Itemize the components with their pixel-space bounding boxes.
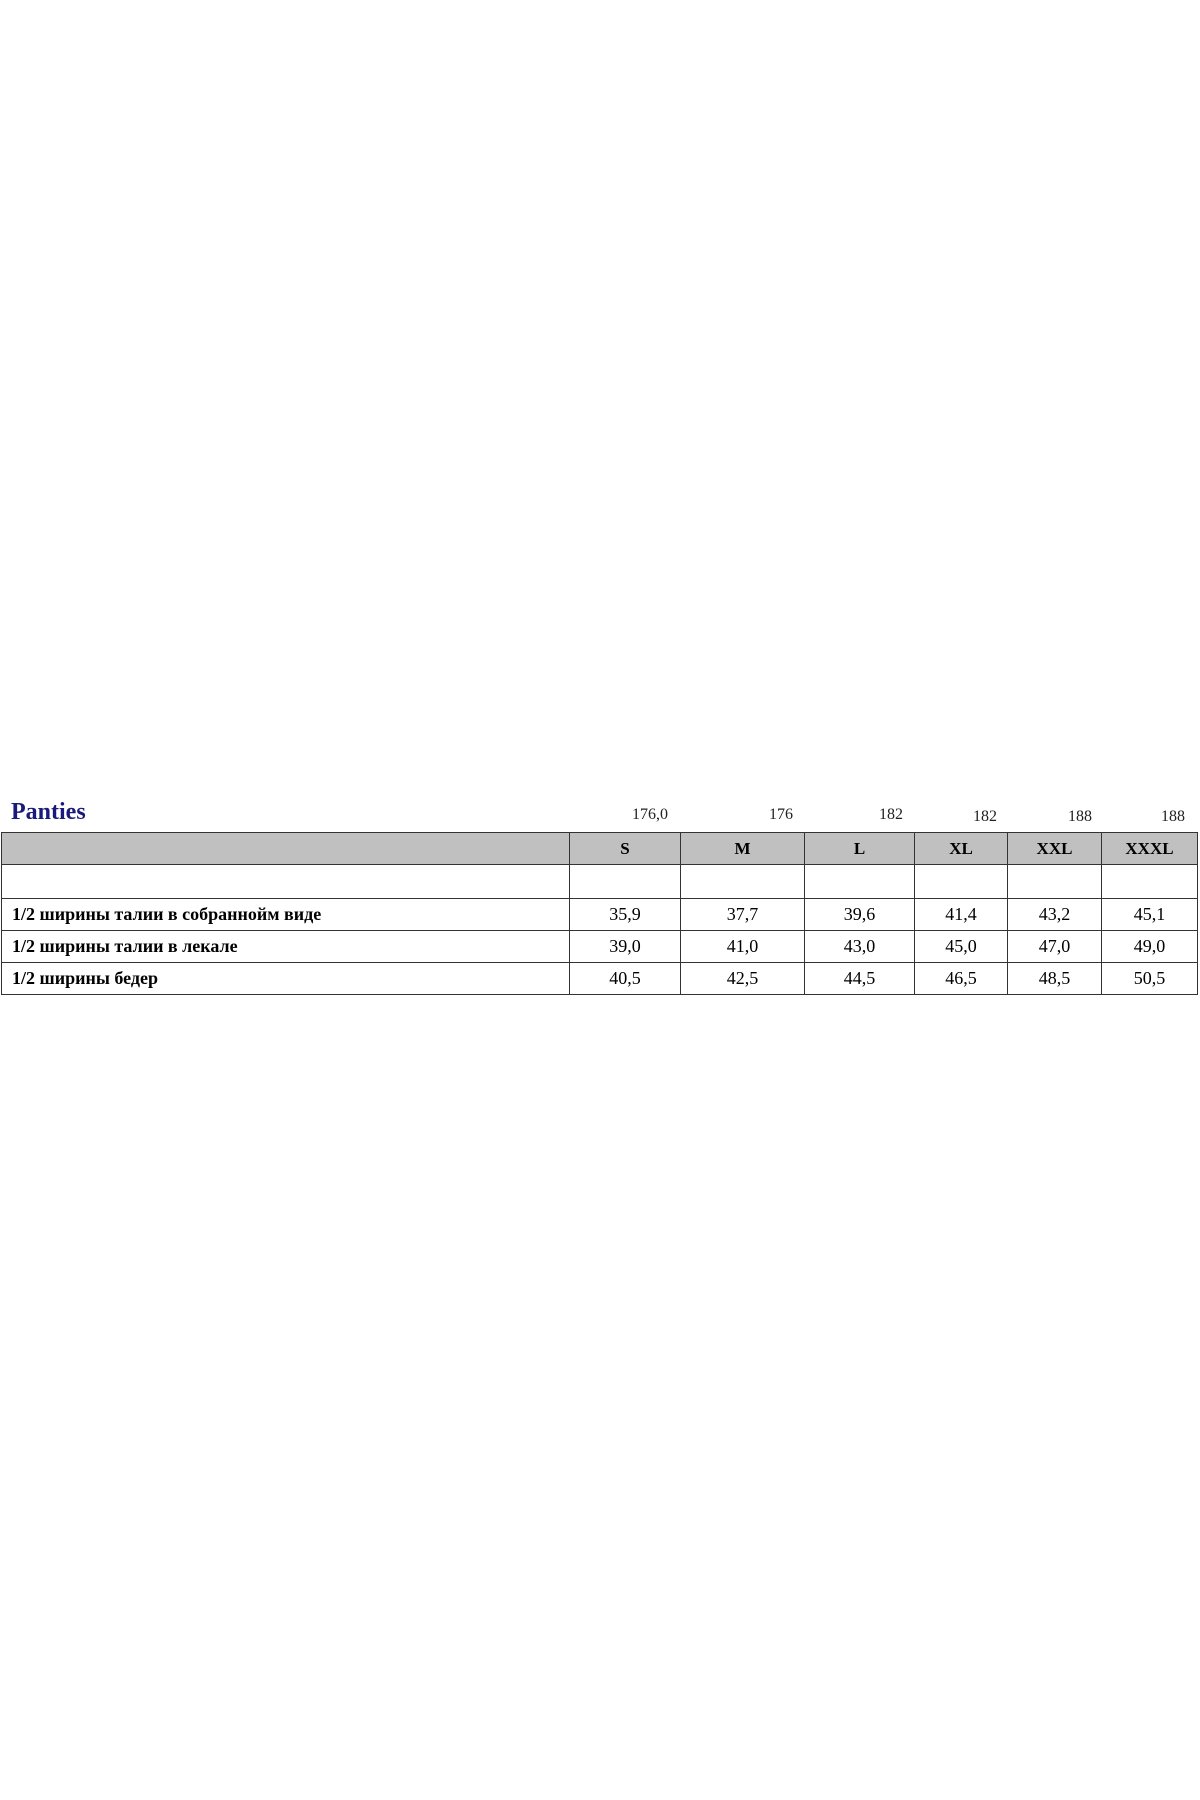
height-label: 188 <box>1068 808 1092 825</box>
table-cell: 39,0 <box>570 931 681 963</box>
table-cell: 41,0 <box>681 931 805 963</box>
height-label: 188 <box>1161 808 1185 825</box>
empty-cell <box>570 865 681 899</box>
empty-cell <box>681 865 805 899</box>
empty-cell <box>915 865 1008 899</box>
empty-cell <box>1008 865 1102 899</box>
size-table <box>1 832 1198 995</box>
table-cell: 43,2 <box>1008 899 1102 931</box>
table-row <box>2 931 1198 963</box>
height-label: 176 <box>769 806 793 823</box>
table-cell: 44,5 <box>805 963 915 995</box>
table-cell: 42,5 <box>681 963 805 995</box>
table-title: Panties <box>11 799 86 825</box>
table-row <box>2 899 1198 931</box>
table-cell: 40,5 <box>570 963 681 995</box>
column-header: S <box>570 833 681 865</box>
header-row <box>2 833 1198 865</box>
table-cell: 47,0 <box>1008 931 1102 963</box>
empty-row <box>2 865 1198 899</box>
height-label: 182 <box>879 806 903 823</box>
table-row <box>2 963 1198 995</box>
header-empty-cell <box>2 833 570 865</box>
height-row <box>0 806 1200 828</box>
column-header: XXXL <box>1102 833 1198 865</box>
row-label: 1/2 ширины бедер <box>2 963 570 995</box>
table-cell: 46,5 <box>915 963 1008 995</box>
height-label: 182 <box>973 808 997 825</box>
empty-cell <box>805 865 915 899</box>
empty-cell <box>2 865 570 899</box>
table-cell: 48,5 <box>1008 963 1102 995</box>
row-label: 1/2 ширины талии в собраннойм виде <box>2 899 570 931</box>
height-label: 176,0 <box>632 806 668 823</box>
row-label: 1/2 ширины талии в лекале <box>2 931 570 963</box>
column-header: XL <box>915 833 1008 865</box>
column-header: L <box>805 833 915 865</box>
table-cell: 43,0 <box>805 931 915 963</box>
table-cell: 41,4 <box>915 899 1008 931</box>
table-cell: 50,5 <box>1102 963 1198 995</box>
table-cell: 35,9 <box>570 899 681 931</box>
table-cell: 45,0 <box>915 931 1008 963</box>
column-header: XXL <box>1008 833 1102 865</box>
table-cell: 45,1 <box>1102 899 1198 931</box>
column-header: M <box>681 833 805 865</box>
empty-cell <box>1102 865 1198 899</box>
table-cell: 39,6 <box>805 899 915 931</box>
table-cell: 49,0 <box>1102 931 1198 963</box>
table-cell: 37,7 <box>681 899 805 931</box>
